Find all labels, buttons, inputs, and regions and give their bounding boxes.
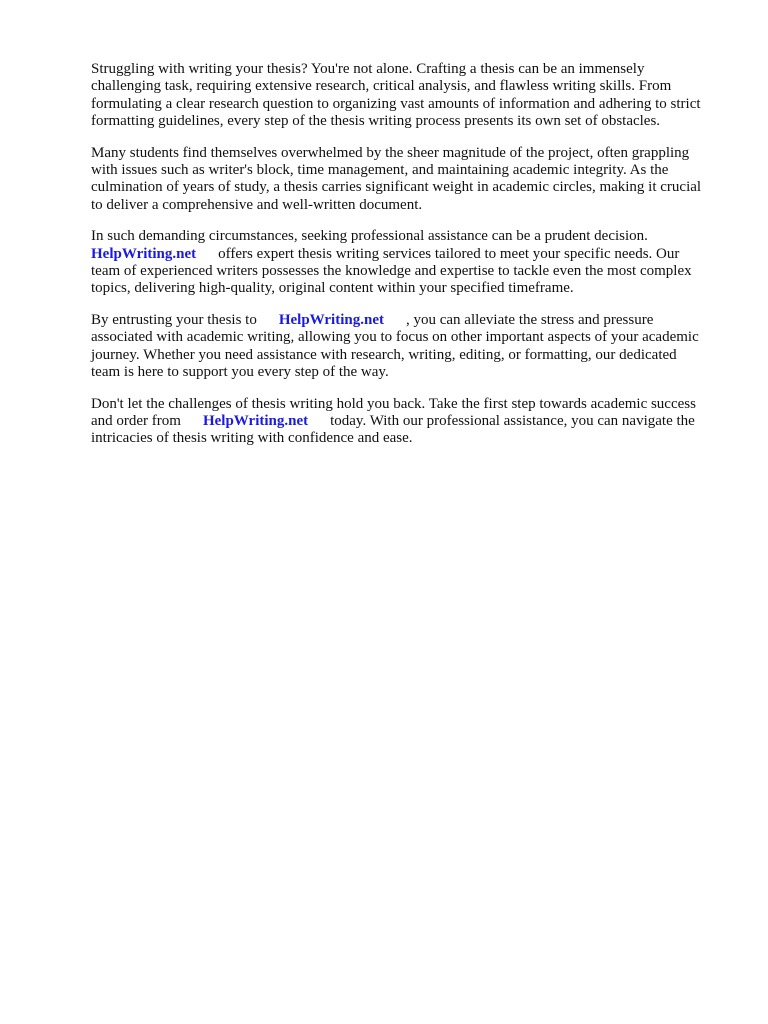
text-line: In such demanding circumstances, seeking professional assistance can be a prudent decision. [91, 228, 648, 245]
paragraph-assistance [91, 228, 731, 298]
document-body [91, 61, 731, 462]
text-fragment: , you can alleviate the stress and pressure [405, 311, 654, 328]
paragraph-intro [91, 61, 731, 131]
text-line: formatting guidelines, every step of the thesis writing process presents its own set of obstacles. [91, 113, 661, 130]
text-line: team of experienced writers possesses the knowledge and expertise to tackle even the most complex [91, 263, 692, 280]
text-fragment: offers expert thesis writing services tailored to meet your specific needs. Our [218, 245, 680, 262]
text-line [91, 312, 731, 329]
paragraph-call-to-action [91, 396, 731, 448]
text-line: challenging task, requiring extensive research, critical analysis, and flawless writing skills. From [91, 78, 672, 95]
text-line: topics, delivering high-quality, original content within your specified timeframe. [91, 280, 574, 297]
paragraph-challenges [91, 145, 731, 215]
text-line: journey. Whether you need assistance with research, writing, editing, or formatting, our dedicated [91, 346, 677, 363]
text-line: to deliver a comprehensive and well-written document. [91, 196, 423, 213]
text-line [91, 246, 731, 263]
helpwriting-link[interactable]: HelpWriting.net [278, 311, 384, 328]
text-line: culmination of years of study, a thesis carries significant weight in academic circles, making it crucial [91, 179, 702, 196]
text-line [91, 413, 731, 430]
text-line: Struggling with writing your thesis? You're not alone. Crafting a thesis can be an immensely [91, 61, 645, 77]
text-line: with issues such as writer's block, time management, and maintaining academic integrity. As the [91, 162, 669, 179]
helpwriting-link[interactable]: HelpWriting.net [91, 245, 197, 262]
paragraph-entrusting [91, 312, 731, 382]
text-line: associated with academic writing, allowing you to focus on other important aspects of your academic [91, 329, 699, 346]
text-line: Many students find themselves overwhelmed by the sheer magnitude of the project, often grappling [91, 144, 690, 161]
text-line: formulating a clear research question to organizing vast amounts of information and adhering to strict [91, 95, 701, 112]
text-line: Don't let the challenges of thesis writing hold you back. Take the first step towards academic success [91, 395, 696, 412]
text-fragment: and order from [91, 412, 181, 429]
text-fragment: By entrusting your thesis to [91, 311, 257, 328]
helpwriting-link[interactable]: HelpWriting.net [202, 412, 309, 429]
text-line: team is here to support you every step of the way. [91, 364, 389, 381]
text-fragment: today. With our professional assistance, you can navigate the [330, 412, 695, 429]
text-line: intricacies of thesis writing with confidence and ease. [91, 430, 413, 447]
